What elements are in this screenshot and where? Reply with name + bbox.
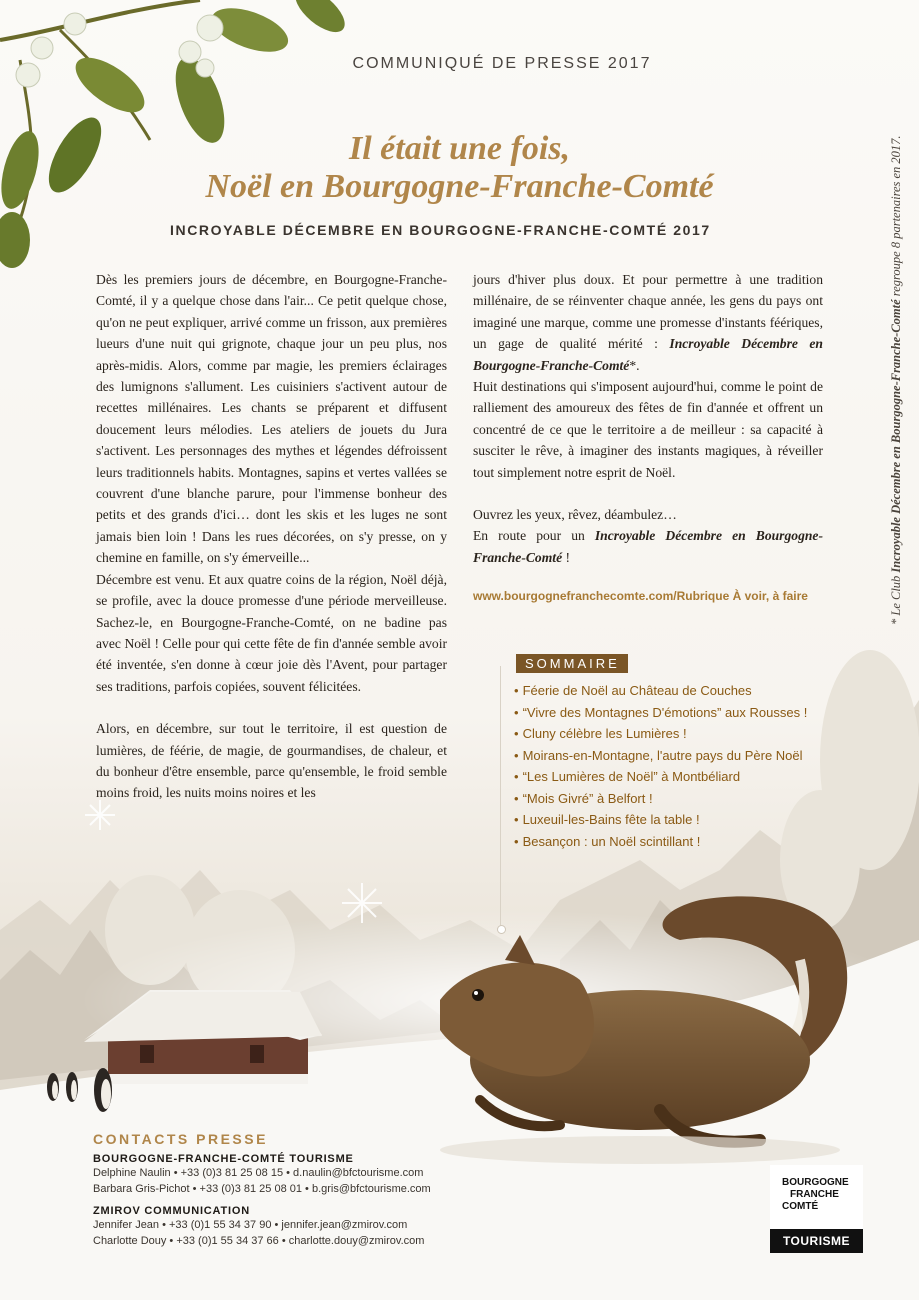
contact-line: Jennifer Jean • +33 (0)1 55 34 37 90 • jennifer.jean@zmirov.com — [93, 1219, 408, 1231]
body-column-1 — [96, 269, 447, 804]
brand-name: Incroyable Décembre en Bourgogne-Franche-Comté — [473, 528, 823, 565]
paragraph — [473, 269, 823, 376]
paragraph: Alors, en décembre, sur tout le territoire, il est question de lumières, de féérie, de magie, de gourmandises, de chaleur, et du bonheur d'être ensemble, parce qu'ensemble, le froid semble moins froid, les nuits moins noires et les — [96, 721, 447, 801]
sommaire-item[interactable]: • Moirans-en-Montagne, l'autre pays du Père Noël — [514, 747, 803, 763]
logo-line: BOURGOGNE — [782, 1177, 849, 1188]
page-title — [0, 130, 919, 206]
title-line-1: Il était une fois, — [348, 130, 571, 167]
tourism-logo — [770, 1165, 863, 1253]
contact-line: Charlotte Douy • +33 (0)1 55 34 37 66 • charlotte.douy@zmirov.com — [93, 1235, 425, 1247]
title-line-2: Noël en Bourgogne-Franche-Comté — [205, 168, 714, 205]
paragraph: Huit destinations qui s'imposent aujourd'hui, comme le point de ralliement des amoureux des fêtes de fin d'année et offrent un concentré de ce que le territoire a de meilleur : sa capacité à susciter le rêve, à imaginer des instants magiques, à réveiller tout simplement notre esprit de Noël. — [473, 379, 823, 480]
footnote-brand: Incroyable Décembre en Bourgogne-Franche-Comté — [889, 299, 903, 573]
paragraph-end: *. — [629, 357, 640, 373]
sommaire-item[interactable]: • “Mois Givré” à Belfort ! — [514, 790, 653, 806]
paragraph — [473, 525, 823, 568]
paragraph: Dès les premiers jours de décembre, en Bourgogne-Franche-Comté, il y a quelque chose dans l'air... Ce petit quelque chose, qu'on ne peut expliquer, arrivé comme un frisson, aux premières lueurs d'une nuit qui grignote, chaque jour un peu plus, nos après-midis. Alors, comme par magie, les premiers éclairages des lumignons s'allument. Les cuisiniers s'activent autour de recettes millénaires. Les chants se préparent et diffusent doucement leurs mélodies. Les ateliers de jouets du Jura s'activent. Les personnages des mythes et légendes défroissent leurs traditionnels habits. Montagnes, sapins et vertes vallées se couvrent d'une blanche parure, pour l'immense bonheur des petits et des grands d'ici… dont les skis et les luges ne sont jamais bien loin ! Dans les rues décorées, on s'y presse, on y chemine en famille, on s'y émerveille... — [96, 272, 447, 566]
paragraph-text: En route pour un — [473, 528, 585, 544]
sommaire-label: SOMMAIRE — [516, 654, 628, 673]
sommaire-connector-pin — [497, 925, 506, 934]
page-subtitle: INCROYABLE DÉCEMBRE EN BOURGOGNE-FRANCHE-COMTÉ 2017 — [170, 222, 711, 238]
sommaire-item[interactable]: • Besançon : un Noël scintillant ! — [514, 833, 701, 849]
paragraph-text: jours d'hiver plus doux. Et pour permettre à une tradition millénaire, de se réinventer chaque année, les gens du pays ont imaginé une marque, comme une promesse d'instants féériques, un gage de qualité mérité : — [473, 272, 823, 352]
logo-line: FRANCHE — [790, 1189, 839, 1200]
contacts-heading: CONTACTS PRESSE — [93, 1131, 268, 1147]
body-column-2 — [473, 269, 823, 568]
sommaire-item[interactable]: • Luxeuil-les-Bains fête la table ! — [514, 812, 700, 827]
logo-bar: TOURISME — [770, 1229, 863, 1253]
sommaire-item[interactable]: • Cluny célèbre les Lumières ! — [514, 726, 687, 741]
sommaire-item[interactable]: • “Les Lumières de Noël” à Montbéliard — [514, 769, 741, 784]
press-release-kicker: COMMUNIQUÉ DE PRESSE 2017 — [352, 55, 652, 72]
logo-line: COMTÉ — [782, 1201, 819, 1212]
brand-name: Incroyable Décembre en Bourgogne-Franche-Comté — [473, 336, 823, 373]
contact-line: Barbara Gris-Pichot • +33 (0)3 81 25 08 01 • b.gris@bfctourisme.com — [93, 1183, 431, 1195]
contact-line: Delphine Naulin • +33 (0)3 81 25 08 15 • d.naulin@bfctourisme.com — [93, 1167, 424, 1179]
paragraph-end: ! — [565, 549, 571, 565]
paragraph: Ouvrez les yeux, rêvez, déambulez… — [473, 507, 677, 523]
contact-org: ZMIROV COMMUNICATION — [93, 1205, 250, 1217]
sommaire-item[interactable]: • “Vivre des Montagnes D'émotions” aux Rousses ! — [514, 704, 808, 720]
press-contacts — [93, 1131, 431, 1249]
paragraph: Décembre est venu. Et aux quatre coins de la région, Noël déjà, se profile, avec la douce promesse d'une période merveilleuse. Sachez-le, en Bourgogne-Franche-Comté, on ne badine pas avec Noël ! Celle pour qui cette fête de fin d'année semble avoir été inventée, s'en donne à cœur joie dès l'Avent, pour partager ses traditions, parfois copiées, souvent félicitées. — [96, 571, 447, 694]
footnote-suffix: regroupe 8 partenaires en 2017. — [889, 135, 903, 297]
side-footnote — [889, 65, 904, 625]
sommaire-connector-line — [500, 666, 501, 926]
contact-org: BOURGOGNE-FRANCHE-COMTÉ TOURISME — [93, 1153, 354, 1165]
website-link[interactable]: www.bourgognefranchecomte.com/Rubrique À voir, à faire — [473, 589, 808, 603]
sommaire-item[interactable]: • Féerie de Noël au Château de Couches — [514, 683, 752, 698]
footnote-prefix: * Le Club — [889, 575, 903, 625]
sommaire-list — [514, 680, 807, 852]
